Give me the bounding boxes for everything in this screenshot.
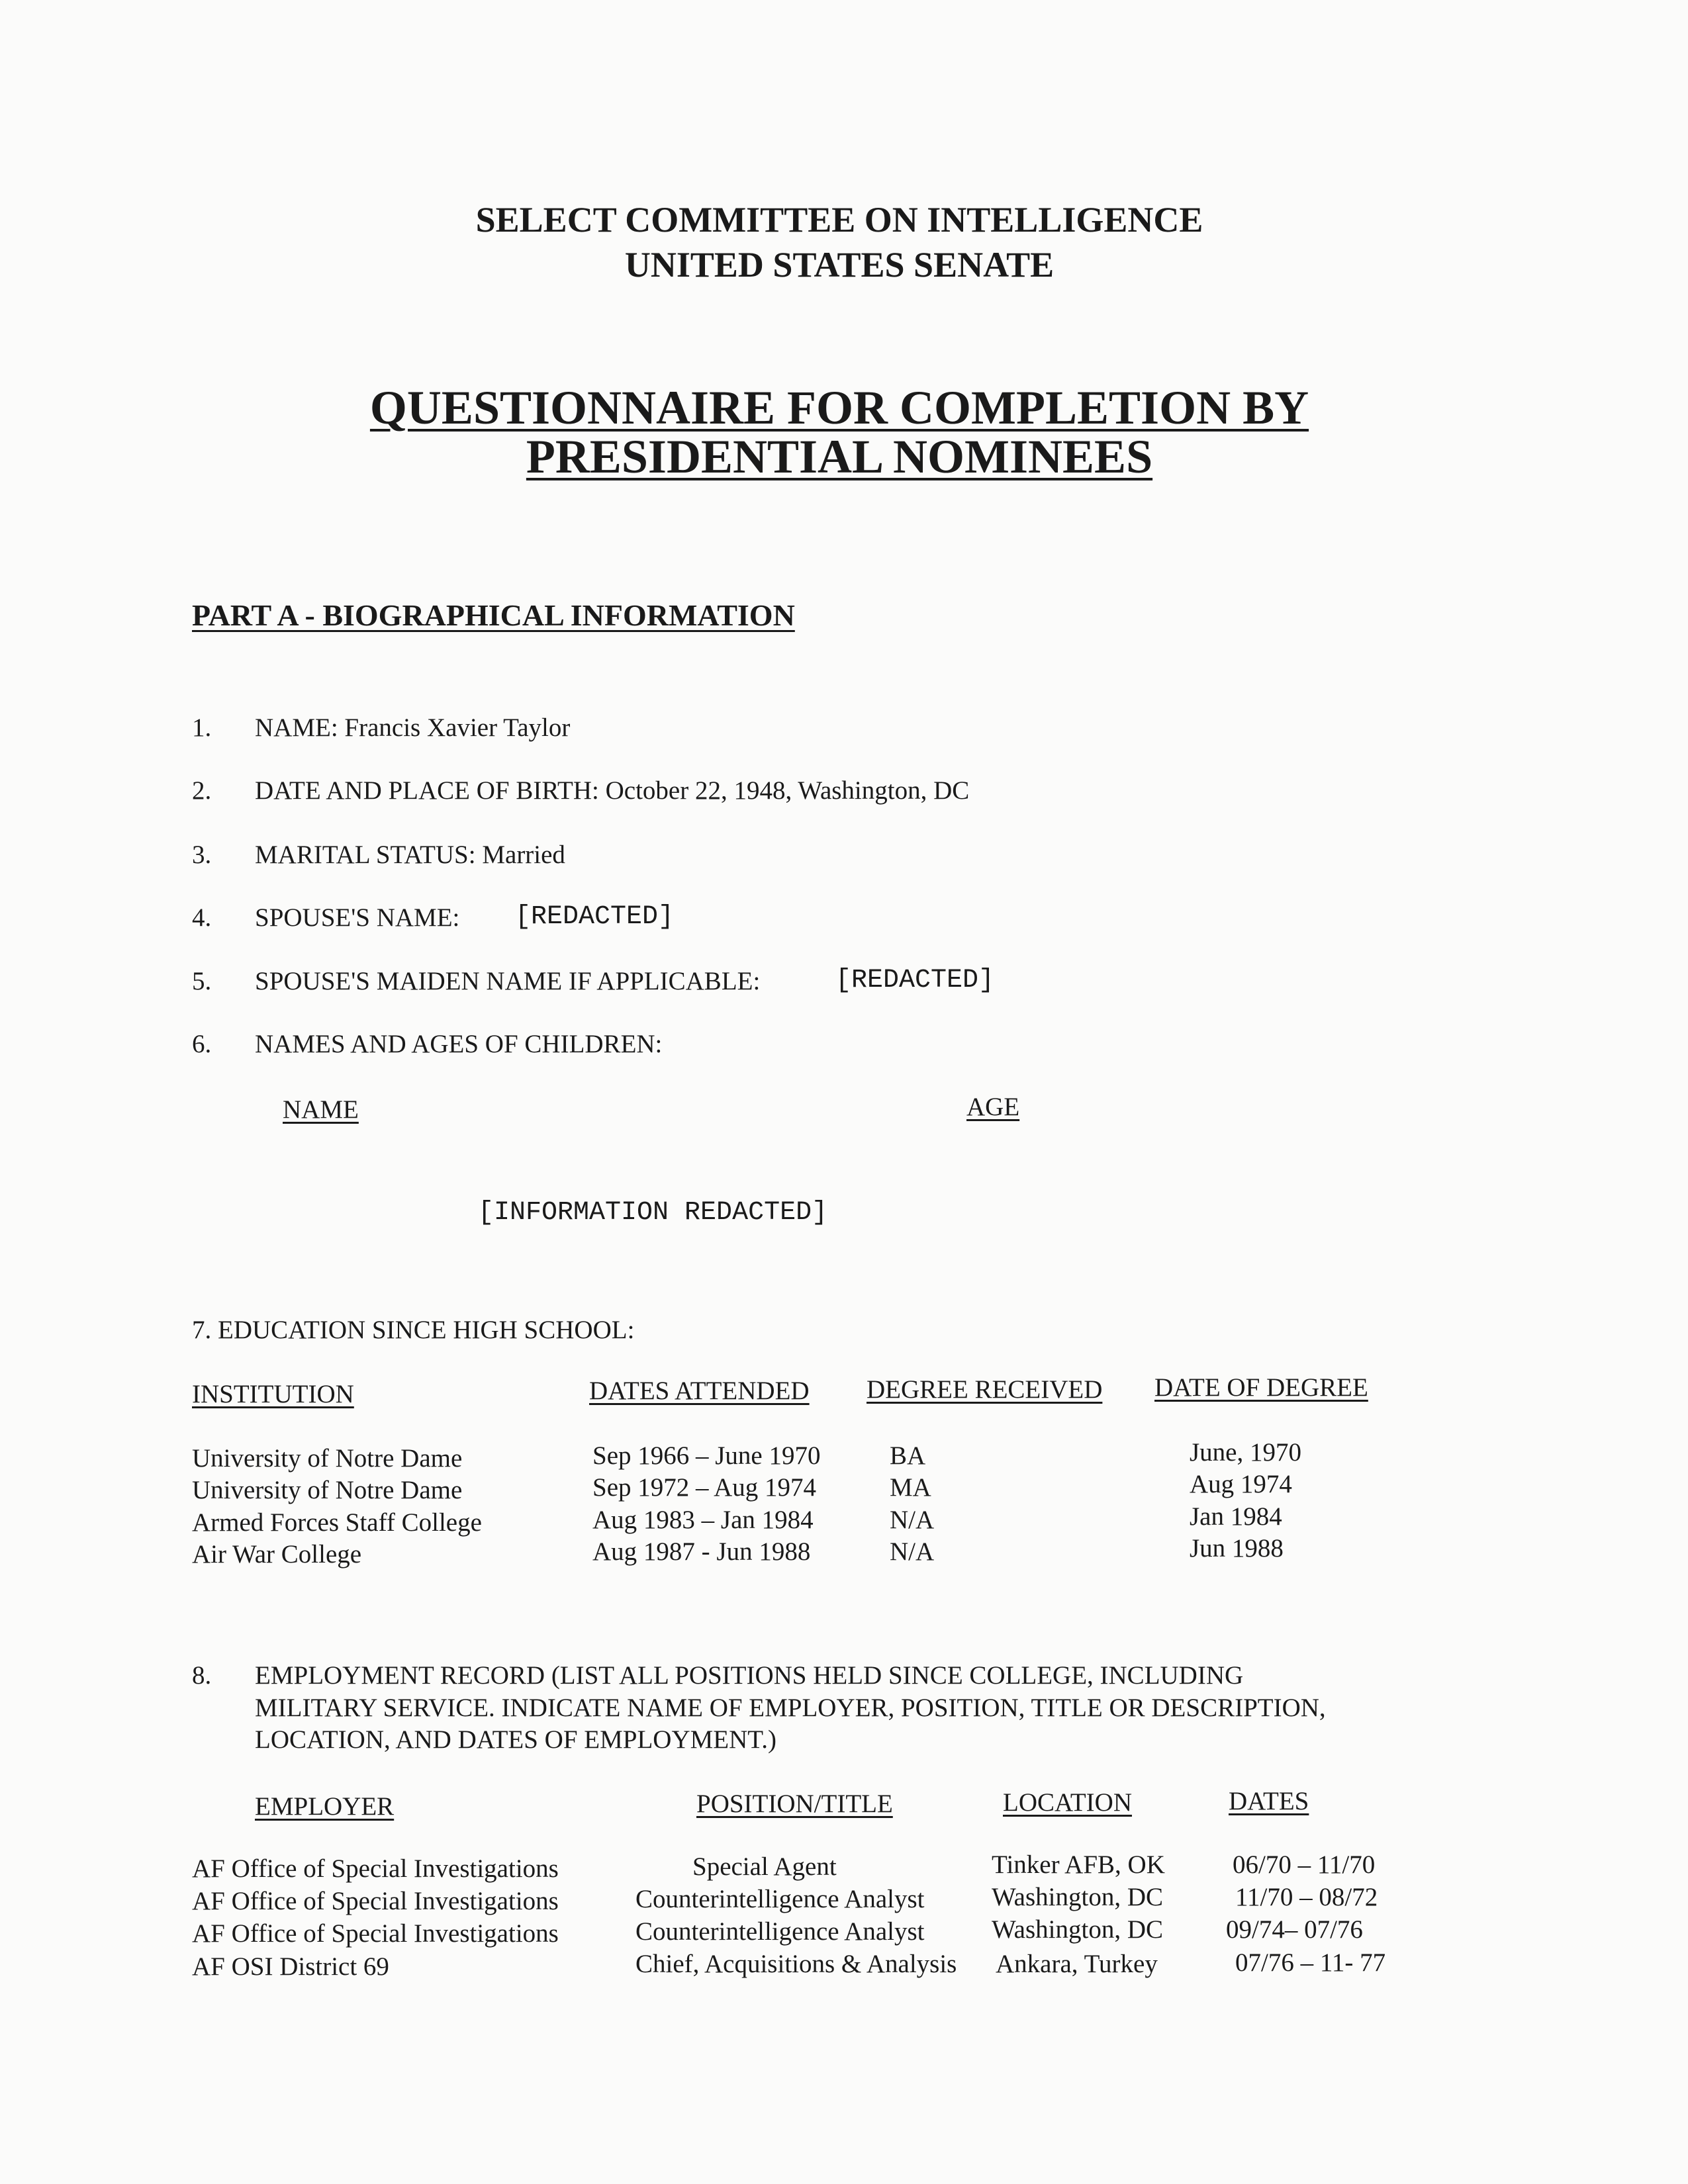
employment-employer: AF Office of Special Investigations (192, 1854, 559, 1883)
employment-header-position: POSITION/TITLE (696, 1790, 893, 1818)
education-dates: Sep 1972 – Aug 1974 (592, 1473, 817, 1502)
employment-header-location: LOCATION (1003, 1788, 1132, 1817)
employment-employer: AF Office of Special Investigations (192, 1887, 559, 1915)
item-number: 5. (192, 967, 212, 995)
education-header-dates: DATES ATTENDED (589, 1377, 810, 1405)
education-degree: MA (890, 1473, 931, 1502)
education-institution: Air War College (192, 1540, 362, 1569)
employment-position: Special Agent (692, 1852, 837, 1881)
education-degree: BA (890, 1441, 926, 1470)
item-number: 6. (192, 1030, 212, 1058)
education-header-degree: DEGREE RECEIVED (867, 1375, 1103, 1404)
employment-dates: 11/70 – 08/72 (1235, 1883, 1378, 1911)
education-dates: Aug 1983 – Jan 1984 (592, 1506, 814, 1534)
education-institution: University of Notre Dame (192, 1444, 463, 1473)
education-date-of-degree: Jan 1984 (1190, 1502, 1282, 1531)
education-date-of-degree: Jun 1988 (1190, 1534, 1284, 1563)
education-dates: Sep 1966 – June 1970 (592, 1441, 821, 1470)
employment-location: Washington, DC (992, 1883, 1164, 1911)
employment-dates: 06/70 – 11/70 (1233, 1850, 1376, 1879)
education-institution: University of Notre Dame (192, 1476, 463, 1504)
item-children: NAMES AND AGES OF CHILDREN: (255, 1030, 663, 1058)
education-date-of-degree: Aug 1974 (1190, 1470, 1292, 1498)
employment-employer: AF OSI District 69 (192, 1952, 389, 1981)
senate-name: UNITED STATES SENATE (624, 245, 1055, 285)
item-marital-status: MARITAL STATUS: Married (255, 841, 565, 869)
item-number: 3. (192, 841, 212, 869)
education-header-institution: INSTITUTION (192, 1380, 354, 1408)
item-number: 4. (192, 903, 212, 932)
employment-position: Chief, Acquisitions & Analysis (635, 1950, 957, 1978)
employment-header-dates: DATES (1229, 1787, 1309, 1815)
spouse-name-redacted: [REDACTED] (515, 902, 675, 932)
item-number: 1. (192, 713, 212, 742)
children-age-header: AGE (966, 1093, 1020, 1121)
item-name: NAME: Francis Xavier Taylor (255, 713, 571, 742)
education-dates: Aug 1987 - Jun 1988 (592, 1537, 811, 1566)
part-heading: PART A - BIOGRAPHICAL INFORMATION (192, 598, 795, 632)
education-degree: N/A (890, 1506, 935, 1534)
education-date-of-degree: June, 1970 (1190, 1438, 1301, 1467)
employment-dates: 09/74– 07/76 (1226, 1915, 1363, 1944)
education-header-date-of-degree: DATE OF DEGREE (1154, 1373, 1368, 1402)
employment-heading-line: LOCATION, AND DATES OF EMPLOYMENT.) (255, 1725, 776, 1754)
employment-heading-line: EMPLOYMENT RECORD (LIST ALL POSITIONS HELD SINCE COLLEGE, INCLUDING (255, 1661, 1244, 1690)
employment-dates: 07/76 – 11- 77 (1235, 1948, 1386, 1977)
committee-name: SELECT COMMITTEE ON INTELLIGENCE (475, 200, 1203, 240)
title-line-1: QUESTIONNAIRE FOR COMPLETION BY (369, 381, 1309, 434)
employment-heading-line: MILITARY SERVICE. INDICATE NAME OF EMPLOYER, POSITION, TITLE OR DESCRIPTION, (255, 1694, 1326, 1722)
children-redacted: [INFORMATION REDACTED] (478, 1198, 828, 1228)
education-heading: 7. EDUCATION SINCE HIGH SCHOOL: (192, 1316, 635, 1344)
spouse-maiden-redacted: [REDACTED] (835, 966, 995, 995)
item-birth: DATE AND PLACE OF BIRTH: October 22, 1948, Washington, DC (255, 776, 970, 805)
item-number: 8. (192, 1661, 212, 1690)
employment-location: Tinker AFB, OK (992, 1850, 1165, 1879)
item-spouse-maiden-name: SPOUSE'S MAIDEN NAME IF APPLICABLE: (255, 967, 761, 995)
children-name-header: NAME (283, 1095, 359, 1124)
employment-employer: AF Office of Special Investigations (192, 1919, 559, 1948)
item-number: 2. (192, 776, 212, 805)
item-spouse-name: SPOUSE'S NAME: (255, 903, 460, 932)
education-degree: N/A (890, 1537, 935, 1566)
employment-position: Counterintelligence Analyst (635, 1885, 925, 1913)
employment-location: Ankara, Turkey (996, 1950, 1158, 1978)
title-line-2: PRESIDENTIAL NOMINEES (526, 430, 1153, 483)
employment-header-employer: EMPLOYER (255, 1792, 395, 1821)
employment-location: Washington, DC (992, 1915, 1164, 1944)
education-institution: Armed Forces Staff College (192, 1508, 482, 1537)
employment-position: Counterintelligence Analyst (635, 1917, 925, 1946)
